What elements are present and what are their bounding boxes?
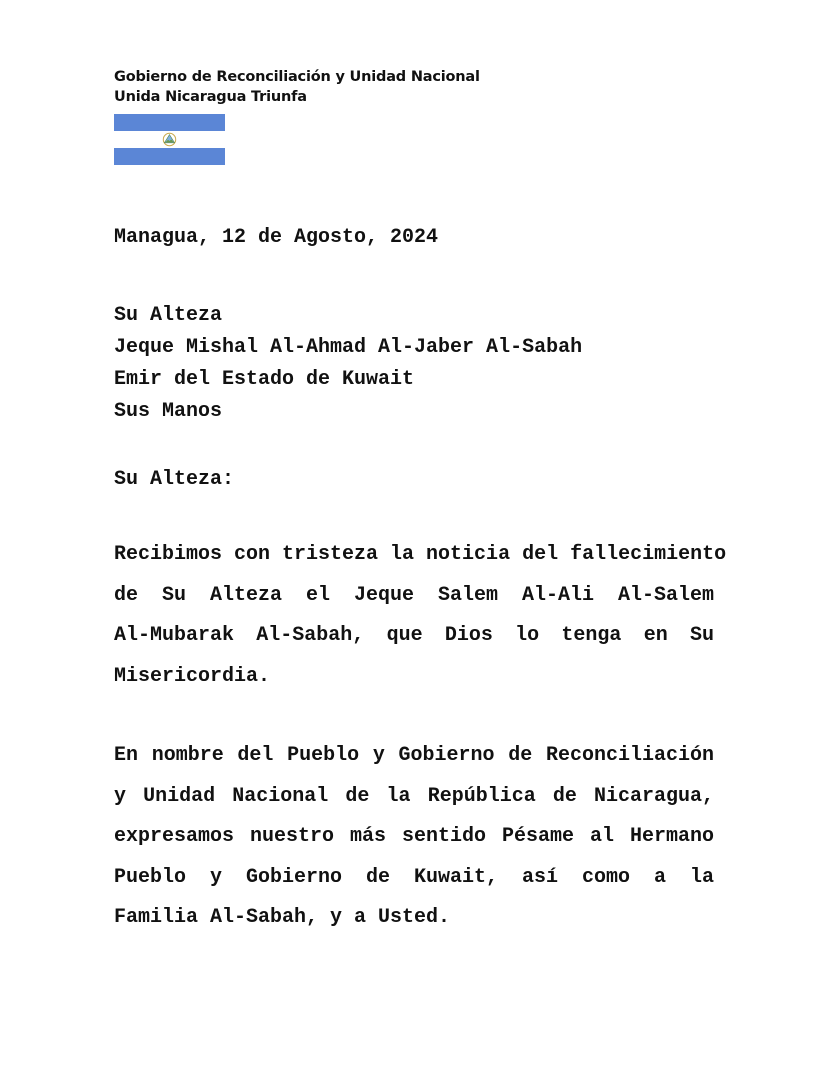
addressee-block xyxy=(114,300,582,428)
flag-top-stripe xyxy=(114,114,225,131)
body-paragraph-sympathy xyxy=(114,736,714,939)
addressee-line: Sus Manos xyxy=(114,400,223,423)
flag-bottom-stripe xyxy=(114,148,225,165)
salutation: Su Alteza: xyxy=(114,468,235,491)
paragraph-line: y Unidad Nacional de la República de Nicaragua, xyxy=(114,784,714,808)
paragraph-line: Misericordia. xyxy=(114,664,271,688)
addressee-line: Jeque Mishal Al-Ahmad Al-Jaber Al-Sabah xyxy=(114,336,583,359)
paragraph-line: Al-Mubarak Al-Sabah, que Dios lo tenga en Su xyxy=(114,624,714,647)
paragraph-line: de Su Alteza el Jeque Salem Al-Ali Al-Salem xyxy=(114,583,714,607)
letterhead xyxy=(114,67,480,107)
letter-date: Managua, 12 de Agosto, 2024 xyxy=(114,226,439,249)
paragraph-line: En nombre del Pueblo y Gobierno de Reconciliación xyxy=(114,744,714,767)
paragraph-line: Recibimos con tristeza la noticia del fallecimiento xyxy=(114,543,727,566)
paragraph-line: expresamos nuestro más sentido Pésame al Hermano xyxy=(114,825,714,848)
letterhead-government-name: Gobierno de Reconciliación y Unidad Nacional xyxy=(114,69,480,85)
addressee-line: Emir del Estado de Kuwait xyxy=(114,368,415,391)
addressee-line: Su Alteza xyxy=(114,304,223,327)
letterhead-slogan: Unida Nicaragua Triunfa xyxy=(114,89,307,105)
body-paragraph-condolence xyxy=(114,535,727,697)
nicaragua-flag-icon xyxy=(114,114,225,165)
paragraph-line: Pueblo y Gobierno de Kuwait, así como a la xyxy=(114,865,714,889)
paragraph-line: Familia Al-Sabah, y a Usted. xyxy=(114,906,451,929)
